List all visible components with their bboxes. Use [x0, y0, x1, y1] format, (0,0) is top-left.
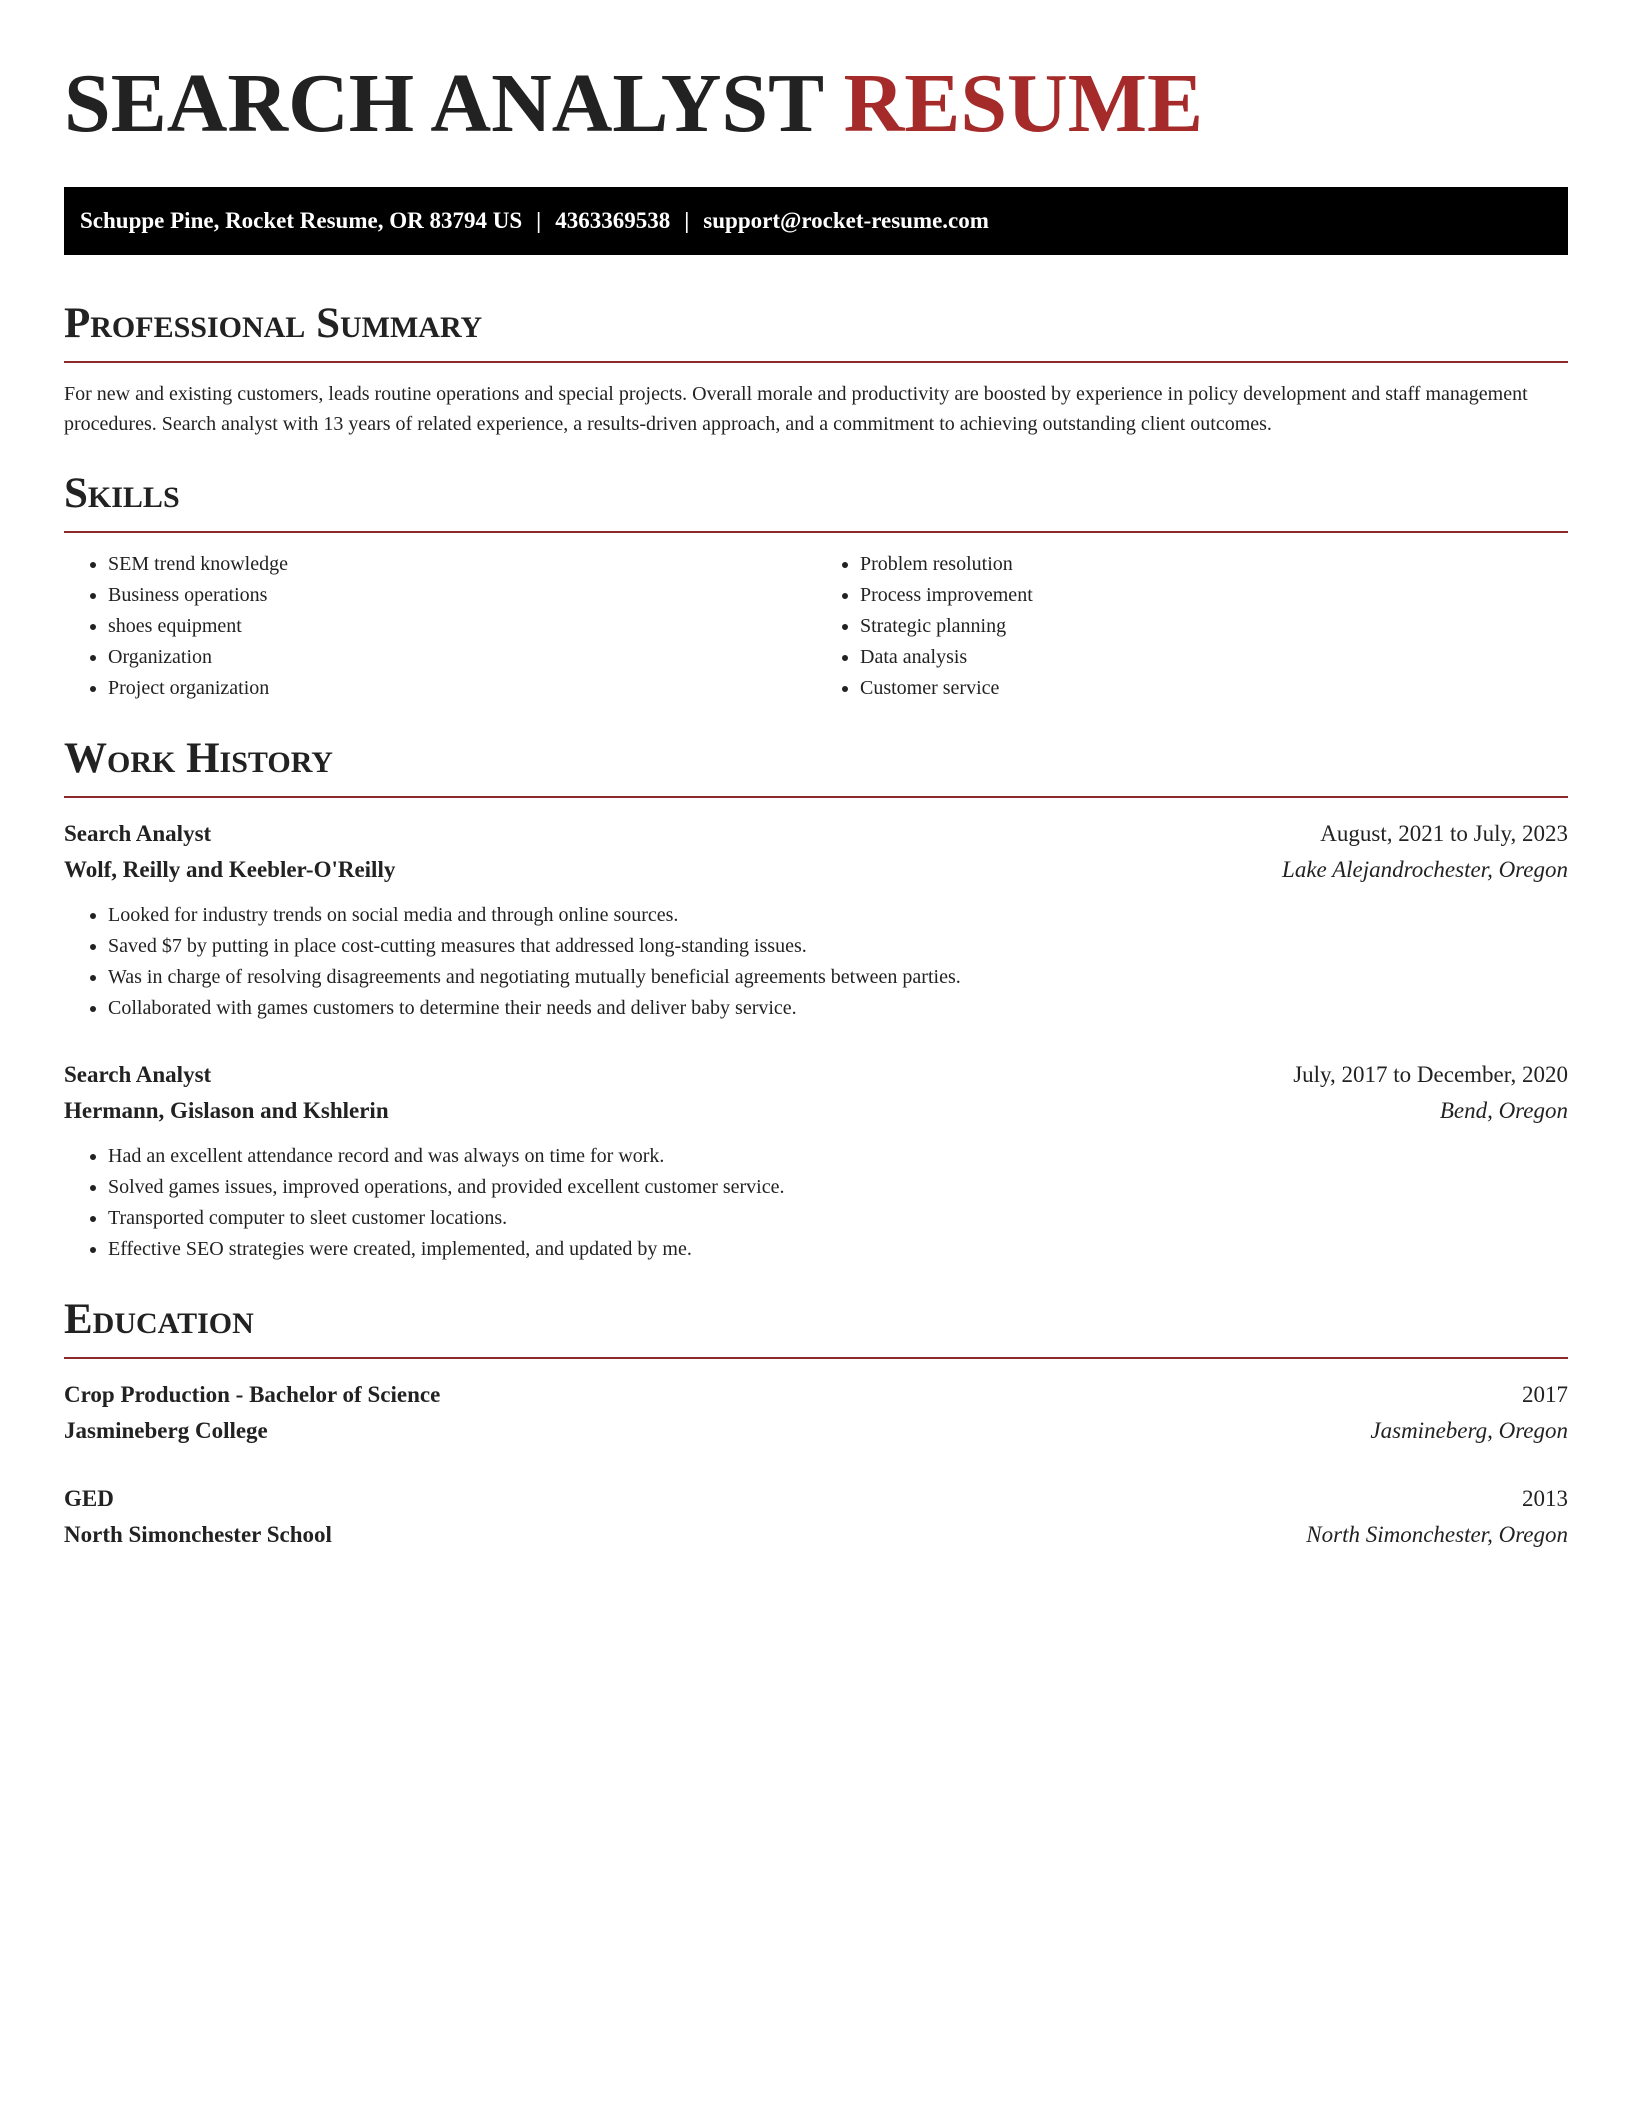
job-bullet: • Saved $7 by putting in place cost-cutting measures that addressed long-standing issues. — [108, 931, 1568, 962]
skill-item: • Data analysis — [860, 642, 1568, 673]
education-degree: Crop Production - Bachelor of Science — [64, 1382, 441, 1407]
education-school-row — [64, 1413, 1568, 1449]
education-year: 2013 — [1522, 1486, 1568, 1511]
summary-heading: Professional Summary — [64, 297, 1568, 363]
job-bullet: • Collaborated with games customers to determine their needs and deliver baby service. — [108, 993, 1568, 1024]
skill-item: • shoes equipment — [108, 611, 816, 642]
work-history-heading: Work History — [64, 732, 1568, 798]
job-company-row — [64, 852, 1568, 888]
job-dates: August, 2021 to July, 2023 — [1320, 821, 1568, 846]
job-company-row — [64, 1093, 1568, 1129]
job-title: Search Analyst — [64, 1062, 212, 1087]
job-bullet: • Solved games issues, improved operations, and provided excellent customer service. — [108, 1172, 1568, 1203]
job-dates: July, 2017 to December, 2020 — [1293, 1062, 1568, 1087]
skill-item: • SEM trend knowledge — [108, 549, 816, 580]
job-company: Wolf, Reilly and Keebler-O'Reilly — [64, 857, 396, 882]
education-degree: GED — [64, 1486, 114, 1511]
skill-item: • Project organization — [108, 673, 816, 704]
job-entry — [64, 1057, 1568, 1265]
skill-item: • Organization — [108, 642, 816, 673]
job-bullet: • Had an excellent attendance record and was always on time for work. — [108, 1141, 1568, 1172]
skills-heading: Skills — [64, 467, 1568, 533]
education-location: Jasmineberg, Oregon — [1370, 1418, 1568, 1443]
education-heading: Education — [64, 1293, 1568, 1359]
skill-item: • Problem resolution — [860, 549, 1568, 580]
education-school-row — [64, 1517, 1568, 1553]
summary-text: For new and existing customers, leads routine operations and special projects. Overall morale and productivity are boosted by experience in policy development and staff management procedures. Search analyst with 13 years of related experience, a results-driven approach, and a commitment to achieving outstanding client outcomes. — [64, 383, 1528, 435]
job-bullet: • Transported computer to sleet customer locations. — [108, 1203, 1568, 1234]
job-bullet: • Effective SEO strategies were created, implemented, and updated by me. — [108, 1234, 1568, 1265]
resume-title — [64, 58, 1568, 150]
skills-grid — [64, 549, 1568, 704]
education-year: 2017 — [1522, 1382, 1568, 1407]
job-location: Lake Alejandrochester, Oregon — [1282, 857, 1568, 882]
job-entry — [64, 816, 1568, 1024]
education-entry — [64, 1377, 1568, 1449]
contact-address: Schuppe Pine, Rocket Resume, OR 83794 US — [80, 208, 523, 233]
skill-item: • Strategic planning — [860, 611, 1568, 642]
contact-separator: | — [536, 208, 542, 233]
job-location: Bend, Oregon — [1439, 1098, 1568, 1123]
skills-column-right — [816, 549, 1568, 704]
education-school: Jasmineberg College — [64, 1418, 268, 1443]
skills-column-left — [64, 549, 816, 704]
title-main: SEARCH ANALYST — [64, 57, 823, 150]
job-header-row — [64, 1057, 1568, 1093]
job-title: Search Analyst — [64, 821, 212, 846]
education-entry — [64, 1481, 1568, 1553]
contact-phone: 4363369538 — [555, 208, 671, 233]
job-bullet: • Looked for industry trends on social media and through online sources. — [108, 900, 1568, 931]
skill-item: • Customer service — [860, 673, 1568, 704]
job-header-row — [64, 816, 1568, 852]
education-degree-row — [64, 1377, 1568, 1413]
skill-item: • Business operations — [108, 580, 816, 611]
job-bullet: • Was in charge of resolving disagreements and negotiating mutually beneficial agreements between parties. — [108, 962, 1568, 993]
contact-separator: | — [684, 208, 690, 233]
skill-item: • Process improvement — [860, 580, 1568, 611]
title-accent: RESUME — [843, 57, 1204, 150]
education-degree-row — [64, 1481, 1568, 1517]
job-bullets — [64, 1141, 1568, 1265]
job-bullets — [64, 900, 1568, 1024]
contact-bar — [64, 187, 1568, 255]
job-company: Hermann, Gislason and Kshlerin — [64, 1098, 389, 1123]
education-school: North Simonchester School — [64, 1522, 332, 1547]
education-location: North Simonchester, Oregon — [1306, 1522, 1568, 1547]
contact-email: support@rocket-resume.com — [703, 208, 989, 233]
